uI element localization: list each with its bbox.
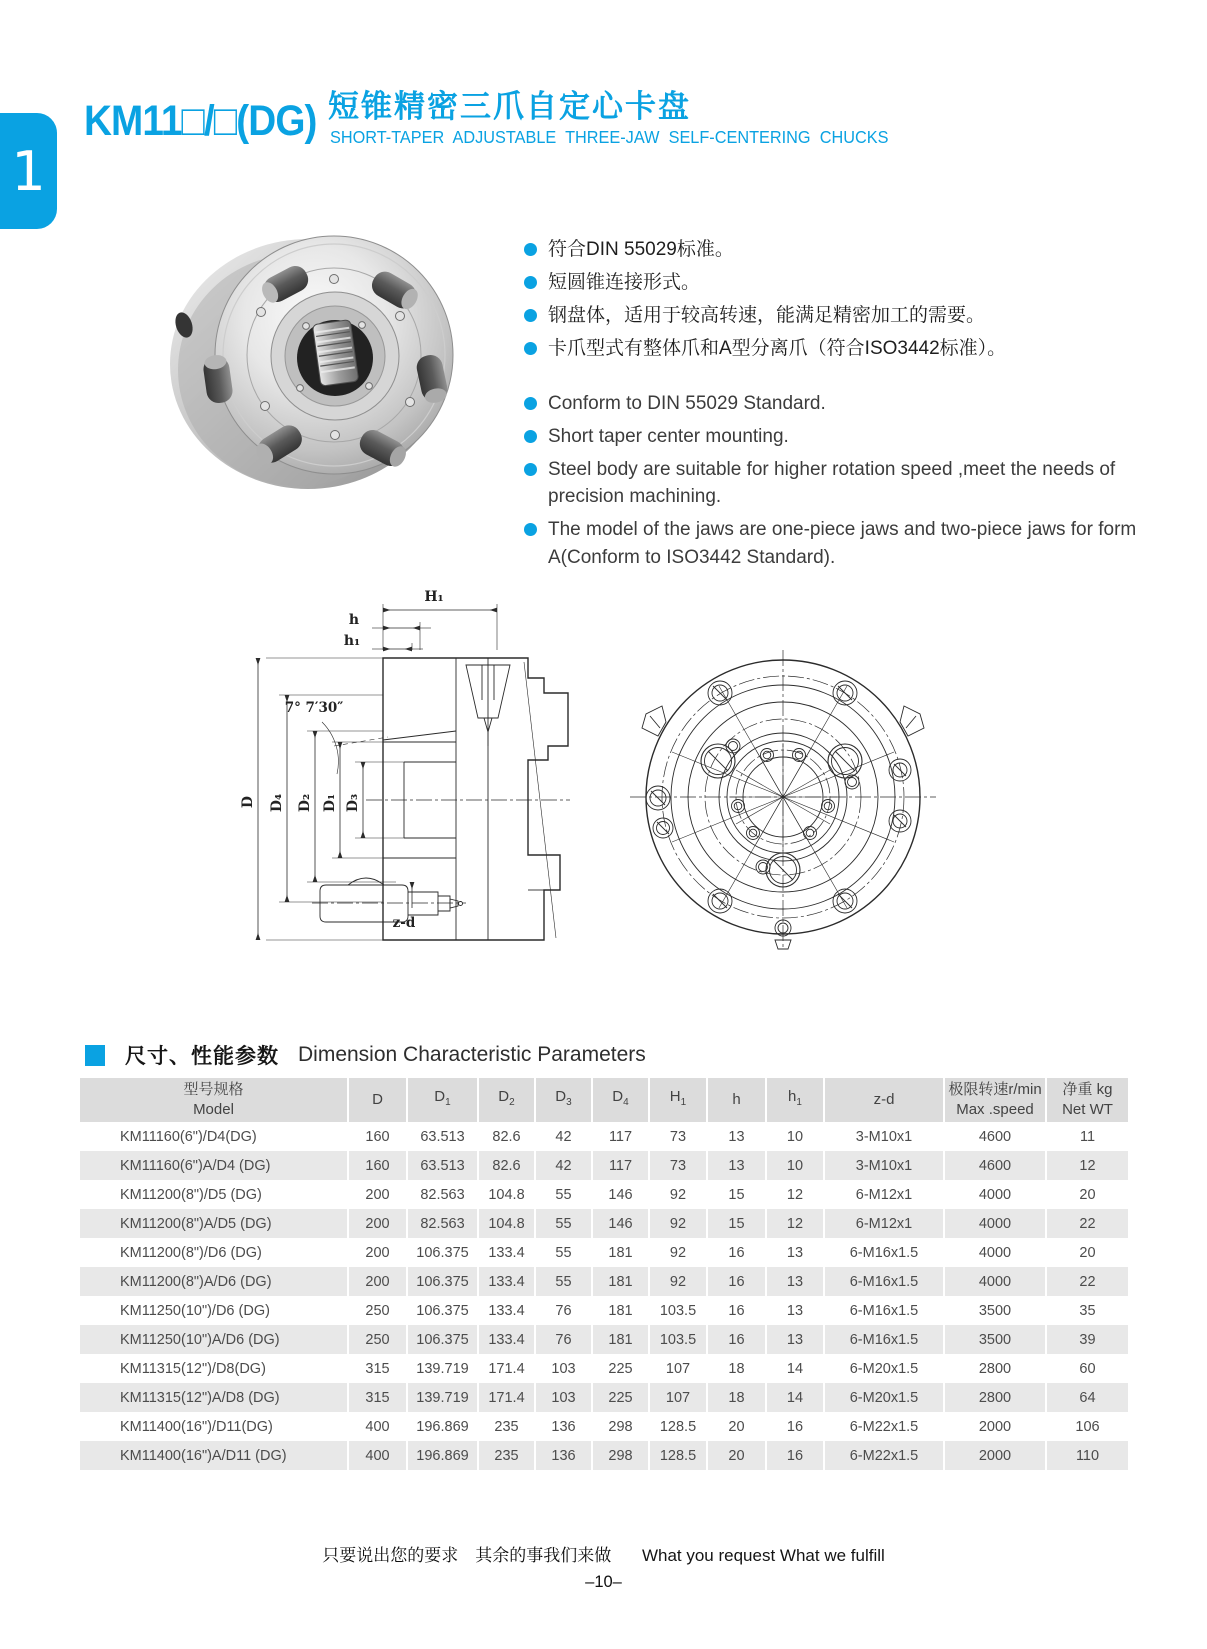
table-row — [80, 1441, 1128, 1470]
value-cell: 13 — [767, 1238, 825, 1267]
section-drawing — [226, 550, 571, 948]
value-cell: 4000 — [945, 1180, 1047, 1209]
value-cell: 14 — [767, 1383, 825, 1412]
bullet-dot-icon — [524, 397, 537, 410]
table-row — [80, 1238, 1128, 1267]
value-cell: 13 — [767, 1267, 825, 1296]
value-cell: 133.4 — [479, 1296, 536, 1325]
value-cell: 82.6 — [479, 1122, 536, 1151]
column-header-dim: z-d — [825, 1078, 945, 1122]
value-cell: 6-M16x1.5 — [825, 1296, 945, 1325]
value-cell: 64 — [1047, 1383, 1128, 1412]
value-cell: 106.375 — [408, 1238, 479, 1267]
column-header-dim: D — [349, 1078, 408, 1122]
value-cell: 6-M22x1.5 — [825, 1412, 945, 1441]
model-cell: KM11200(8")A/D6 (DG) — [80, 1267, 349, 1296]
dim-label-D3: D₃ — [345, 793, 361, 813]
value-cell: 196.869 — [408, 1412, 479, 1441]
value-cell: 4600 — [945, 1151, 1047, 1180]
value-cell: 42 — [536, 1151, 593, 1180]
model-cell: KM11250(10")A/D6 (DG) — [80, 1325, 349, 1354]
value-cell: 20 — [1079, 1186, 1096, 1203]
value-cell: 16 — [767, 1412, 825, 1441]
column-header-dim: h — [708, 1078, 767, 1122]
value-cell: 92 — [650, 1180, 708, 1209]
feature-list-en — [524, 390, 1172, 572]
page-title-cn: 短锥精密三爪自定心卡盘 — [328, 89, 691, 124]
table-row — [80, 1383, 1128, 1412]
feature-text: 短圆锥连接形式。 — [548, 272, 701, 293]
value-cell: 20 — [708, 1441, 767, 1470]
column-header-weight: 净重 kg Net WT — [1047, 1078, 1128, 1122]
value-cell: 106 — [1075, 1418, 1100, 1435]
value-cell: 18 — [708, 1354, 767, 1383]
value-cell: 146 — [593, 1180, 650, 1209]
dim-label-H1: H₁ — [424, 589, 444, 605]
value-cell: 16 — [708, 1325, 767, 1354]
feature-item-en — [524, 390, 1172, 418]
chapter-tab — [0, 113, 57, 229]
feature-item-cn — [524, 269, 1172, 297]
value-cell: 2800 — [945, 1354, 1047, 1383]
value-cell: 107 — [650, 1354, 708, 1383]
value-cell: 200 — [349, 1267, 408, 1296]
value-cell: 6-M20x1.5 — [825, 1354, 945, 1383]
value-cell: 136 — [536, 1412, 593, 1441]
model-cell: KM11400(16")/D11(DG) — [80, 1412, 349, 1441]
value-cell: 3500 — [945, 1296, 1047, 1325]
value-cell: 200 — [349, 1209, 408, 1238]
feature-text: The model of the jaws are one-piece jaws and two-piece jaws for form A(Conform to ISO3442 Standard). — [548, 519, 1137, 568]
value-cell: 235 — [479, 1441, 536, 1470]
column-header-model: 型号规格 Model — [80, 1078, 349, 1122]
bullet-dot-icon — [524, 463, 537, 476]
value-cell: 4000 — [945, 1267, 1047, 1296]
model-cell: KM11250(10")/D6 (DG) — [80, 1296, 349, 1325]
value-cell: 15 — [708, 1209, 767, 1238]
bullet-dot-icon — [524, 276, 537, 289]
value-cell: 171.4 — [479, 1383, 536, 1412]
value-cell: 103 — [536, 1383, 593, 1412]
value-cell: 82.563 — [408, 1209, 479, 1238]
value-cell: 225 — [593, 1383, 650, 1412]
dim-label-D1: D₁ — [322, 793, 338, 813]
value-cell: 400 — [349, 1441, 408, 1470]
value-cell: 104.8 — [479, 1180, 536, 1209]
feature-item-cn — [524, 236, 1172, 264]
table-row — [80, 1209, 1128, 1238]
value-cell: 92 — [650, 1209, 708, 1238]
dim-label-D4: D₄ — [269, 793, 285, 813]
feature-item-en — [524, 516, 1172, 571]
bullet-dot-icon — [524, 243, 537, 256]
value-cell: 15 — [708, 1180, 767, 1209]
section-bullet-square — [85, 1045, 105, 1066]
value-cell: 200 — [349, 1180, 408, 1209]
value-cell: 128.5 — [650, 1441, 708, 1470]
value-cell: 146 — [593, 1209, 650, 1238]
column-header-dim: $D_1$ — [408, 1078, 479, 1122]
table-row — [80, 1151, 1128, 1180]
footer-slogan-cn: 只要说出您的要求 其余的事我们来做 — [322, 1546, 612, 1565]
feature-text: 卡爪型式有整体爪和A型分离爪（符合ISO3442标准）。 — [548, 338, 1007, 359]
feature-list — [524, 236, 1172, 577]
section-title-cn: 尺寸、性能参数 — [125, 1045, 279, 1068]
value-cell: 20 — [1079, 1244, 1096, 1261]
bullet-dot-icon — [524, 523, 537, 536]
value-cell: 6-M16x1.5 — [825, 1238, 945, 1267]
value-cell: 106.375 — [408, 1296, 479, 1325]
value-cell: 13 — [767, 1296, 825, 1325]
value-cell: 16 — [708, 1238, 767, 1267]
value-cell: 2000 — [945, 1412, 1047, 1441]
value-cell: 3-M10x1 — [825, 1151, 945, 1180]
value-cell: 55 — [536, 1209, 593, 1238]
value-cell: 42 — [536, 1122, 593, 1151]
value-cell: 2000 — [945, 1441, 1047, 1470]
value-cell: 4600 — [945, 1122, 1047, 1151]
value-cell: 298 — [593, 1412, 650, 1441]
value-cell: 128.5 — [650, 1412, 708, 1441]
footer-slogan — [0, 1541, 1207, 1566]
page-title-en: SHORT-TAPER ADJUSTABLE THREE-JAW SELF-CENTERING CHUCKS — [330, 127, 889, 147]
section-title-en: Dimension Characteristic Parameters — [298, 1043, 646, 1066]
value-cell: 400 — [349, 1412, 408, 1441]
dim-label-zd: z-d — [392, 915, 416, 931]
value-cell: 136 — [536, 1441, 593, 1470]
value-cell: 55 — [536, 1267, 593, 1296]
product-model-code: KM11□/□(DG) — [84, 97, 317, 145]
value-cell: 117 — [593, 1122, 650, 1151]
value-cell: 14 — [767, 1354, 825, 1383]
table-row — [80, 1122, 1128, 1151]
value-cell: 103 — [536, 1354, 593, 1383]
value-cell: 55 — [536, 1180, 593, 1209]
value-cell: 3500 — [945, 1325, 1047, 1354]
model-cell: KM11200(8")/D5 (DG) — [80, 1180, 349, 1209]
value-cell: 16 — [708, 1267, 767, 1296]
value-cell: 13 — [708, 1122, 767, 1151]
value-cell: 103.5 — [650, 1296, 708, 1325]
value-cell: 82.563 — [408, 1180, 479, 1209]
feature-list-cn — [524, 236, 1172, 363]
column-header-dim: $h_1$ — [767, 1078, 825, 1122]
value-cell: 133.4 — [479, 1325, 536, 1354]
value-cell: 10 — [767, 1122, 825, 1151]
value-cell: 16 — [708, 1296, 767, 1325]
value-cell: 76 — [536, 1296, 593, 1325]
column-header-dim: $D_2$ — [479, 1078, 536, 1122]
bullet-dot-icon — [524, 309, 537, 322]
value-cell: 104.8 — [479, 1209, 536, 1238]
feature-text: Conform to DIN 55029 Standard. — [548, 392, 826, 414]
chapter-number: 1 — [11, 139, 46, 203]
chuck-product-photo — [148, 222, 488, 504]
value-cell: 3-M10x1 — [825, 1122, 945, 1151]
feature-text: 钢盘体，适用于较高转速，能满足精密加工的需要。 — [548, 305, 986, 326]
feature-item-cn — [524, 302, 1172, 330]
value-cell: 235 — [479, 1412, 536, 1441]
dim-label-angle: 7° 7′30″ — [284, 700, 344, 716]
feature-item-cn — [524, 335, 1172, 363]
value-cell: 160 — [349, 1151, 408, 1180]
value-cell: 181 — [593, 1325, 650, 1354]
dim-label-h: h — [348, 612, 360, 628]
model-cell: KM11315(12")/D8(DG) — [80, 1354, 349, 1383]
value-cell: 139.719 — [408, 1354, 479, 1383]
front-view-drawing — [600, 606, 970, 954]
value-cell: 133.4 — [479, 1267, 536, 1296]
value-cell: 82.6 — [479, 1151, 536, 1180]
model-cell: KM11160(6")/D4(DG) — [80, 1122, 349, 1151]
feature-item-en — [524, 423, 1172, 451]
value-cell: 315 — [349, 1383, 408, 1412]
value-cell: 6-M12x1 — [825, 1209, 945, 1238]
value-cell: 117 — [593, 1151, 650, 1180]
value-cell: 225 — [593, 1354, 650, 1383]
value-cell: 12 — [1047, 1151, 1128, 1180]
value-cell: 106.375 — [408, 1267, 479, 1296]
table-row — [80, 1296, 1128, 1325]
value-cell: 22 — [1047, 1209, 1128, 1238]
value-cell: 60 — [1079, 1360, 1096, 1377]
value-cell: 6-M16x1.5 — [825, 1325, 945, 1354]
model-cell: KM11160(6")A/D4 (DG) — [80, 1151, 349, 1180]
bullet-dot-icon — [524, 342, 537, 355]
value-cell: 20 — [708, 1412, 767, 1441]
chuck-photo-body — [170, 236, 453, 489]
footer-slogan-en: What you request What we fulfill — [641, 1546, 885, 1565]
table-row — [80, 1180, 1128, 1209]
section-heading — [85, 1040, 646, 1070]
dim-label-D: D — [240, 795, 256, 809]
cam-holes — [701, 739, 862, 887]
value-cell: 181 — [593, 1267, 650, 1296]
value-cell: 76 — [536, 1325, 593, 1354]
table-row — [80, 1412, 1128, 1441]
value-cell: 63.513 — [408, 1122, 479, 1151]
table-row — [80, 1325, 1128, 1354]
value-cell: 63.513 — [408, 1151, 479, 1180]
value-cell: 4000 — [945, 1209, 1047, 1238]
value-cell: 315 — [349, 1354, 408, 1383]
value-cell: 10 — [767, 1151, 825, 1180]
column-header-dim: $D_3$ — [536, 1078, 593, 1122]
model-cell: KM11400(16")A/D11 (DG) — [80, 1441, 349, 1470]
model-cell: KM11200(8")A/D5 (DG) — [80, 1209, 349, 1238]
value-cell: 250 — [349, 1296, 408, 1325]
value-cell: 103.5 — [650, 1325, 708, 1354]
value-cell: 55 — [536, 1238, 593, 1267]
value-cell: 133.4 — [479, 1238, 536, 1267]
value-cell: 181 — [593, 1296, 650, 1325]
value-cell: 250 — [349, 1325, 408, 1354]
value-cell: 6-M20x1.5 — [825, 1383, 945, 1412]
page-number: –10– — [585, 1573, 622, 1591]
feature-text: Short taper center mounting. — [548, 425, 789, 447]
value-cell: 6-M12x1 — [825, 1180, 945, 1209]
value-cell: 73 — [650, 1122, 708, 1151]
value-cell: 298 — [593, 1441, 650, 1470]
feature-text: 符合DIN 55029标准。 — [548, 239, 734, 260]
table-row — [80, 1354, 1128, 1383]
value-cell: 16 — [767, 1441, 825, 1470]
bore-spokes — [729, 743, 837, 851]
value-cell: 110 — [1047, 1441, 1128, 1470]
value-cell: 13 — [767, 1325, 825, 1354]
value-cell: 18 — [708, 1383, 767, 1412]
value-cell: 181 — [593, 1238, 650, 1267]
parameters-table — [80, 1078, 1128, 1470]
value-cell: 92 — [650, 1238, 708, 1267]
value-cell: 196.869 — [408, 1441, 479, 1470]
feature-text: Steel body are suitable for higher rotation speed ,meet the needs of precision machining. — [548, 458, 1116, 507]
value-cell: 92 — [650, 1267, 708, 1296]
value-cell: 39 — [1047, 1325, 1128, 1354]
value-cell: 4000 — [945, 1238, 1047, 1267]
model-cell: KM11200(8")/D6 (DG) — [80, 1238, 349, 1267]
value-cell: 107 — [650, 1383, 708, 1412]
value-cell: 35 — [1079, 1302, 1096, 1319]
value-cell: 2800 — [945, 1383, 1047, 1412]
dim-label-D2: D₂ — [297, 793, 313, 813]
value-cell: 13 — [708, 1151, 767, 1180]
value-cell: 22 — [1047, 1267, 1128, 1296]
value-cell: 106.375 — [408, 1325, 479, 1354]
value-cell: 11 — [1079, 1128, 1096, 1145]
dim-label-h1: h₁ — [343, 633, 361, 649]
value-cell: 73 — [650, 1151, 708, 1180]
table-row — [80, 1267, 1128, 1296]
bullet-dot-icon — [524, 430, 537, 443]
column-header-dim: $D_4$ — [593, 1078, 650, 1122]
column-header-speed: 极限转速r/min Max .speed — [945, 1078, 1047, 1122]
value-cell: 139.719 — [408, 1383, 479, 1412]
value-cell: 200 — [349, 1238, 408, 1267]
value-cell: 171.4 — [479, 1354, 536, 1383]
column-header-dim: $H_1$ — [650, 1078, 708, 1122]
feature-item-en — [524, 456, 1172, 511]
model-cell: KM11315(12")A/D8 (DG) — [80, 1383, 349, 1412]
value-cell: 6-M16x1.5 — [825, 1267, 945, 1296]
value-cell: 160 — [349, 1122, 408, 1151]
value-cell: 6-M22x1.5 — [825, 1441, 945, 1470]
value-cell: 12 — [767, 1180, 825, 1209]
value-cell: 12 — [767, 1209, 825, 1238]
